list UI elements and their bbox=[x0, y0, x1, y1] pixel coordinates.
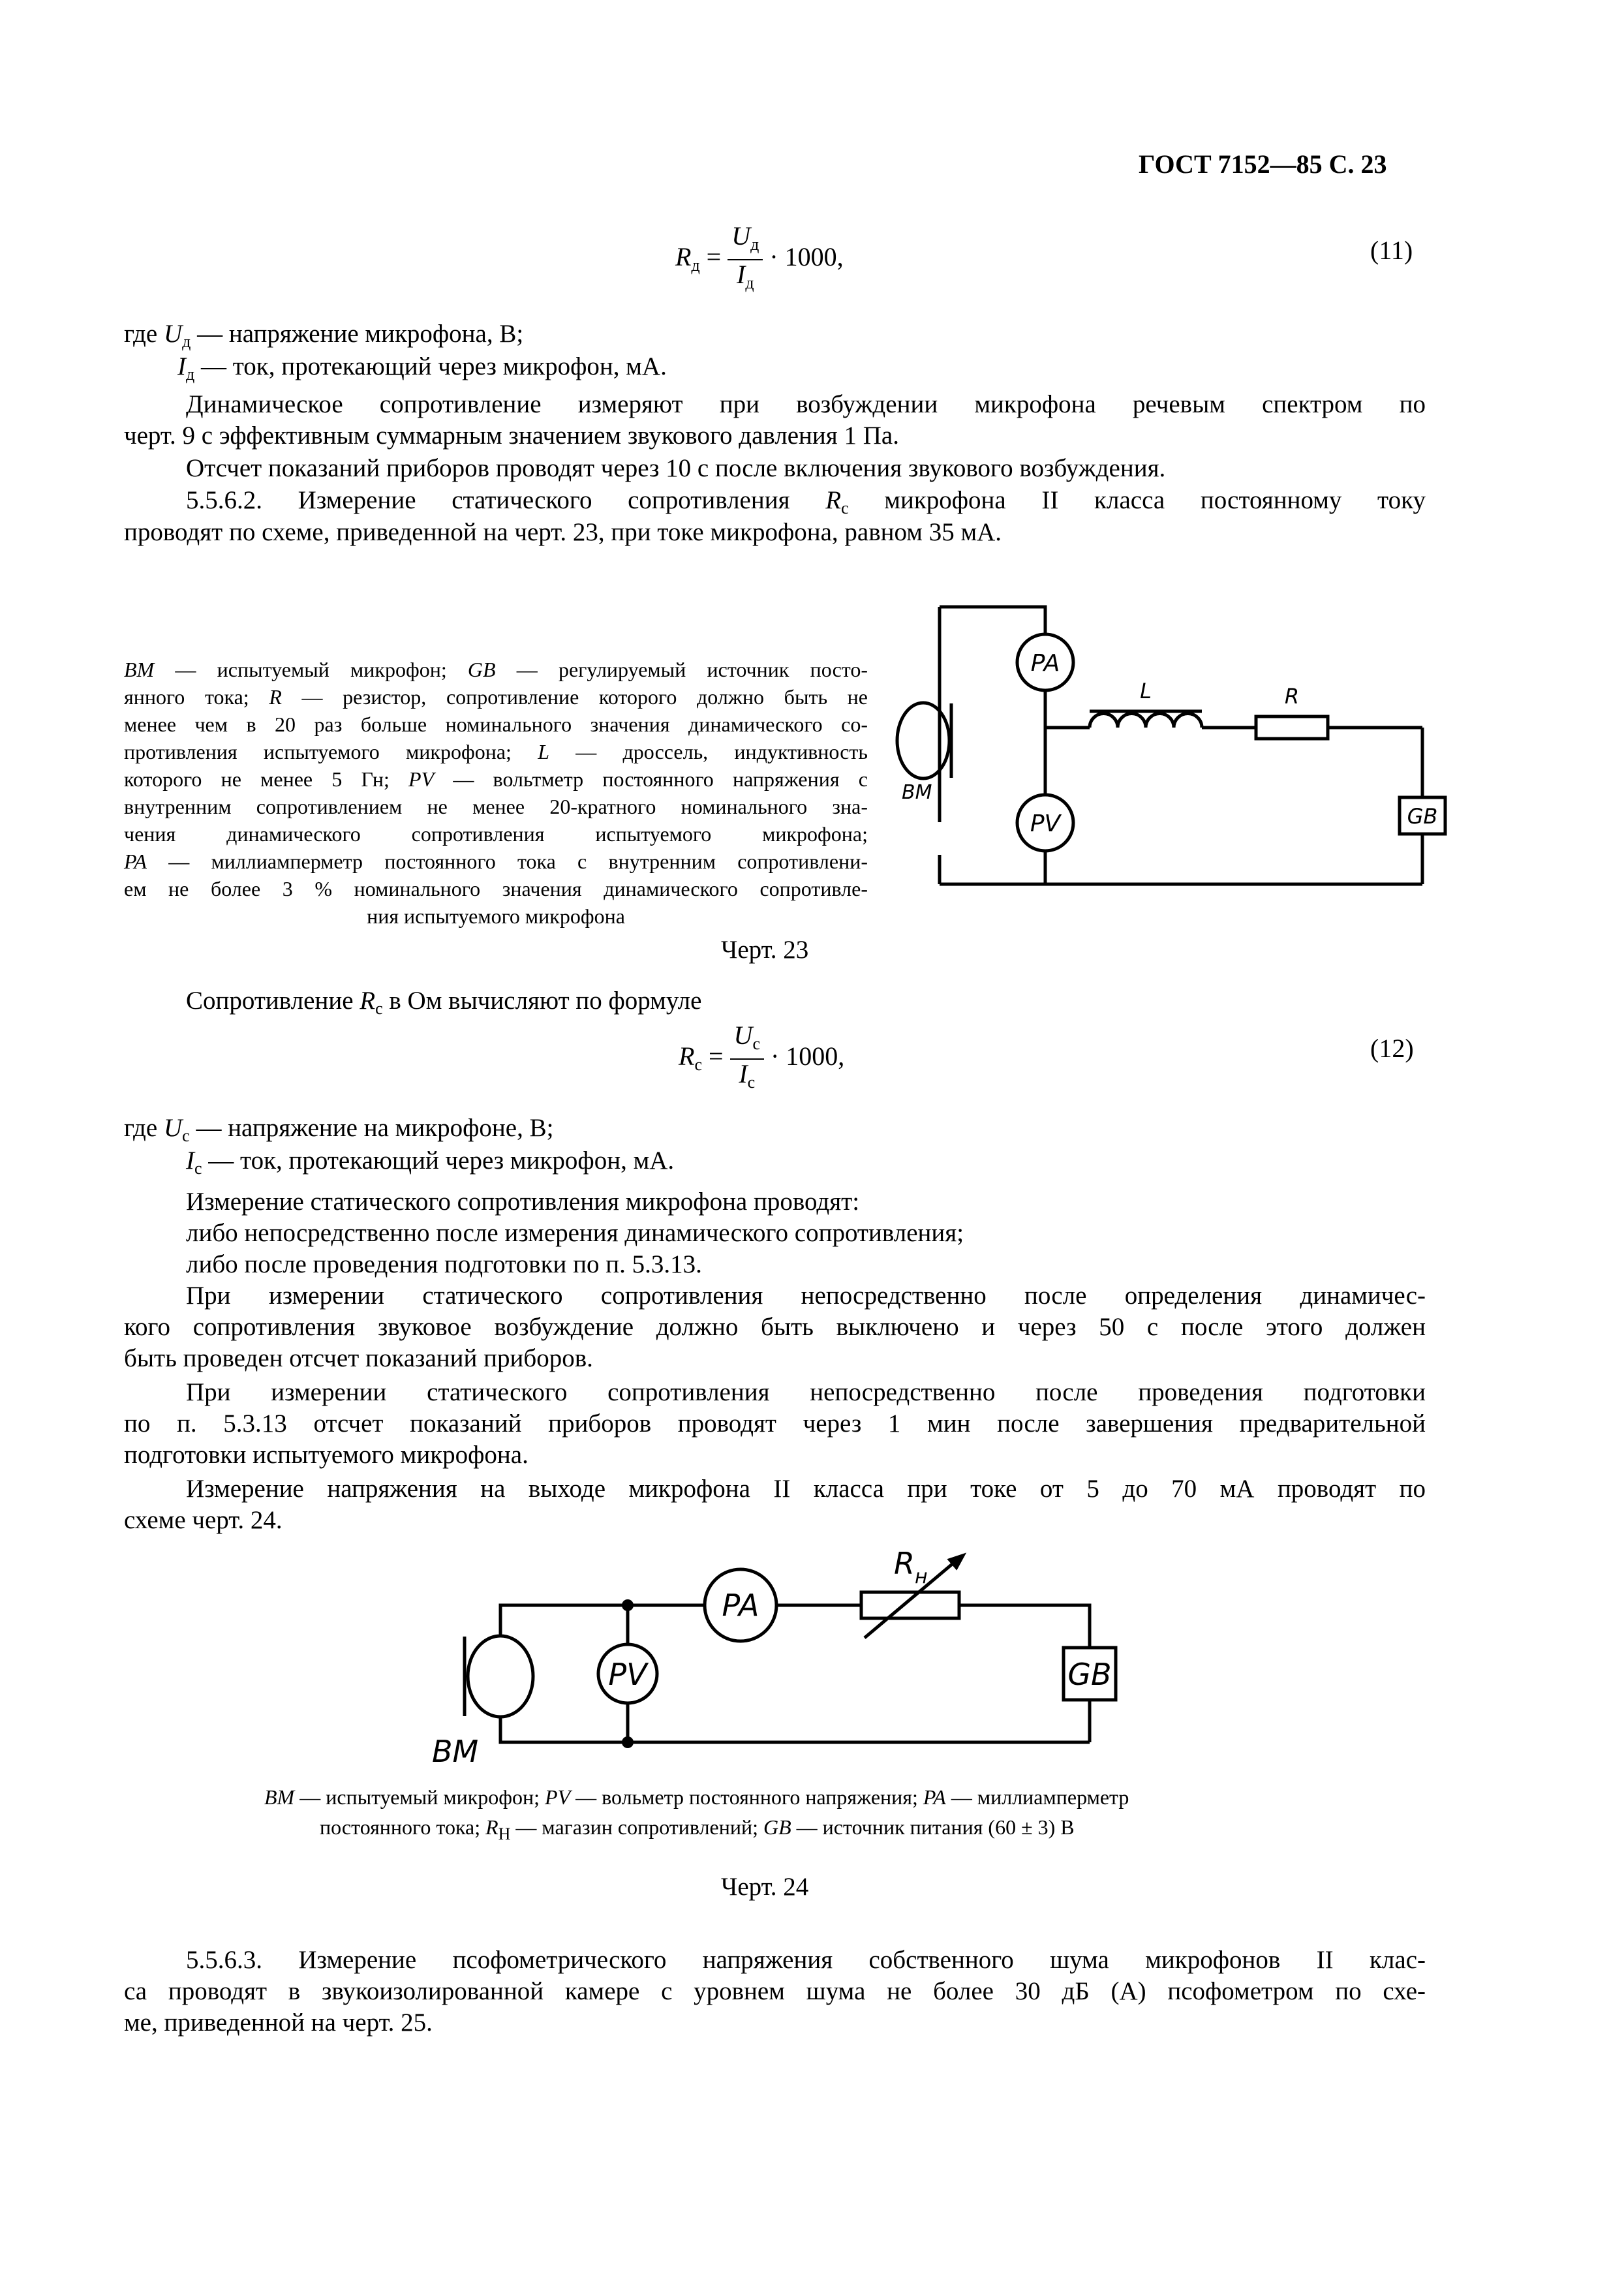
fig23-legend-line: PA — миллиамперметр постоянного тока с внутренним сопротивлени- bbox=[124, 850, 868, 873]
fig23-legend-line: менее чем в 20 раз больше номинального значения динамического со- bbox=[124, 713, 868, 736]
para-5-line-1: Измерение статического сопротивления микрофона проводят: bbox=[186, 1188, 860, 1216]
fig23-label-bm: BM bbox=[902, 781, 932, 804]
fig23-circuit bbox=[894, 581, 1438, 907]
para-6-line-3: быть проведен отсчет показаний приборов. bbox=[124, 1344, 593, 1372]
para-9-line-3: ме, приведенной на черт. 25. bbox=[124, 2008, 433, 2037]
formula-12-number: (12) bbox=[1370, 1034, 1414, 1063]
fig24-legend-line-2: постоянного тока; $R_Н$ — магазин сопротивлений; GB — источник питания (60 ± 3) В bbox=[320, 1815, 1075, 1843]
fig23-legend-line: ния испытуемого микрофона bbox=[367, 904, 625, 928]
fig23-microphone bbox=[897, 703, 949, 778]
para-9-line-1: 5.5.6.3. Измерение псофометрического напряжения собственного шума микрофонов II клас- bbox=[186, 1946, 1426, 1974]
fig23-legend-line: которого не менее 5 Гн; PV — вольтметр постоянного напряжения с bbox=[124, 767, 868, 791]
where-12-line-1: где $U_с$ — напряжение на микрофоне, В; bbox=[124, 1114, 554, 1145]
para-7-line-1: При измерении статического сопротивления непосредственно после проведения подготовки bbox=[186, 1378, 1426, 1406]
fig24-wire-rn-gb bbox=[959, 1605, 1090, 1648]
fig24-microphone bbox=[468, 1636, 533, 1717]
para-1-line-1: Динамическое сопротивление измеряют при возбуждении микрофона речевым спектром по bbox=[186, 390, 1426, 418]
fig23-inductor bbox=[1090, 714, 1202, 728]
fig23-legend-line: BM — испытуемый микрофон; GB — регулируемый источник посто- bbox=[124, 658, 868, 681]
fig23-legend-line: внутренним сопротивлением не менее 20-кратного номинального зна- bbox=[124, 795, 868, 818]
fig23-label-gb: GB bbox=[1407, 804, 1438, 829]
fig24-legend-line-1: BM — испытуемый микрофон; PV — вольметр постоянного напряжения; PA — миллиамперметр bbox=[264, 1785, 1129, 1809]
formula-11-number: (11) bbox=[1370, 236, 1413, 265]
para-9-line-2: са проводят в звукоизолированной камере с уровнем шума не более 30 дБ (А) псофометром по схе- bbox=[124, 1977, 1426, 2005]
para-7-line-2: по п. 5.3.13 отсчет показаний приборов проводят через 1 мин после завершения предварительной bbox=[124, 1409, 1426, 1438]
fig23-legend-line: ем не более 3 % номинального значения динамического сопротивле- bbox=[124, 877, 868, 900]
fig24-label-bm: BM bbox=[432, 1734, 479, 1769]
fig24-node-top bbox=[622, 1599, 634, 1611]
fig23-label-pa: PA bbox=[1030, 650, 1060, 677]
fig23-legend-line: противления испытуемого микрофона; L — дроссель, индуктивность bbox=[124, 740, 868, 763]
formula-12: $R_с$ = $\frac{U_с}{I_с}$ · 1000, bbox=[679, 1021, 845, 1092]
fig24-circuit bbox=[432, 1540, 1148, 1775]
para-8-line-2: схеме черт. 24. bbox=[124, 1506, 283, 1534]
fig24-label-rn: $R_н$ bbox=[894, 1546, 928, 1588]
fig23-label-pv: PV bbox=[1030, 810, 1061, 837]
para-7-line-3: подготовки испытуемого микрофона. bbox=[124, 1441, 529, 1469]
para-2-line-1: Отсчет показаний приборов проводят через 10 с после включения звукового возбуждения. bbox=[186, 454, 1166, 482]
fig24-label-gb: GB bbox=[1067, 1657, 1112, 1692]
fig24-label-pa: PA bbox=[722, 1588, 759, 1623]
page-header: ГОСТ 7152—85 С. 23 bbox=[1139, 149, 1387, 179]
para-5-line-2: либо непосредственно после измерения динамического сопротивления; bbox=[186, 1219, 964, 1247]
where-11-line-1: где $U_д$ — напряжение микрофона, В; bbox=[124, 320, 524, 351]
para-8-line-1: Измерение напряжения на выходе микрофона II класса при токе от 5 до 70 мА проводят по bbox=[186, 1475, 1426, 1503]
fig24-resistor bbox=[861, 1592, 959, 1618]
fig23-legend-line: янного тока; R — резистор, сопротивление которого должно быть не bbox=[124, 685, 868, 709]
fig23-legend bbox=[124, 656, 868, 930]
para-5-line-3: либо после проведения подготовки по п. 5.3.13. bbox=[186, 1250, 702, 1278]
para-4: Сопротивление $R_с$ в Ом вычисляют по формуле bbox=[186, 987, 702, 1018]
fig23-caption: Черт. 23 bbox=[721, 936, 809, 964]
fig23-label-r: R bbox=[1284, 684, 1300, 709]
fig24-caption: Черт. 24 bbox=[721, 1873, 809, 1901]
fig23-resistor bbox=[1256, 716, 1328, 739]
fig24-wire-bottom bbox=[500, 1716, 1090, 1742]
formula-11: $R_д$ = $\frac{U_д}{I_д}$ · 1000, bbox=[675, 221, 844, 292]
fig24-node-bottom bbox=[622, 1736, 634, 1748]
fig24-wire-top-left bbox=[500, 1605, 705, 1637]
fig23-legend-line: чения динамического сопротивления испытуемого микрофона; bbox=[124, 822, 868, 846]
para-6-line-2: кого сопротивления звуковое возбуждение должно быть выключено и через 50 с после этого должен bbox=[124, 1313, 1426, 1341]
fig24-label-pv: PV bbox=[608, 1657, 647, 1692]
para-3-line-1: 5.5.6.2. Измерение статического сопротивления $R_с$ микрофона II класса постоянному току bbox=[186, 486, 1426, 517]
para-3-line-2: проводят по схеме, приведенной на черт. 23, при токе микрофона, равном 35 мА. bbox=[124, 518, 1002, 546]
fig23-wire-top bbox=[940, 607, 1045, 634]
fig23-label-l: L bbox=[1140, 679, 1152, 703]
where-11-line-2: $I_д$ — ток, протекающий через микрофон, мА. bbox=[177, 352, 667, 384]
where-12-line-2: $I_с$ — ток, протекающий через микрофон, мА. bbox=[186, 1146, 675, 1178]
para-6-line-1: При измерении статического сопротивления непосредственно после определения динамичес- bbox=[186, 1282, 1426, 1310]
para-1-line-2: черт. 9 с эффективным суммарным значением звукового давления 1 Па. bbox=[124, 422, 899, 450]
